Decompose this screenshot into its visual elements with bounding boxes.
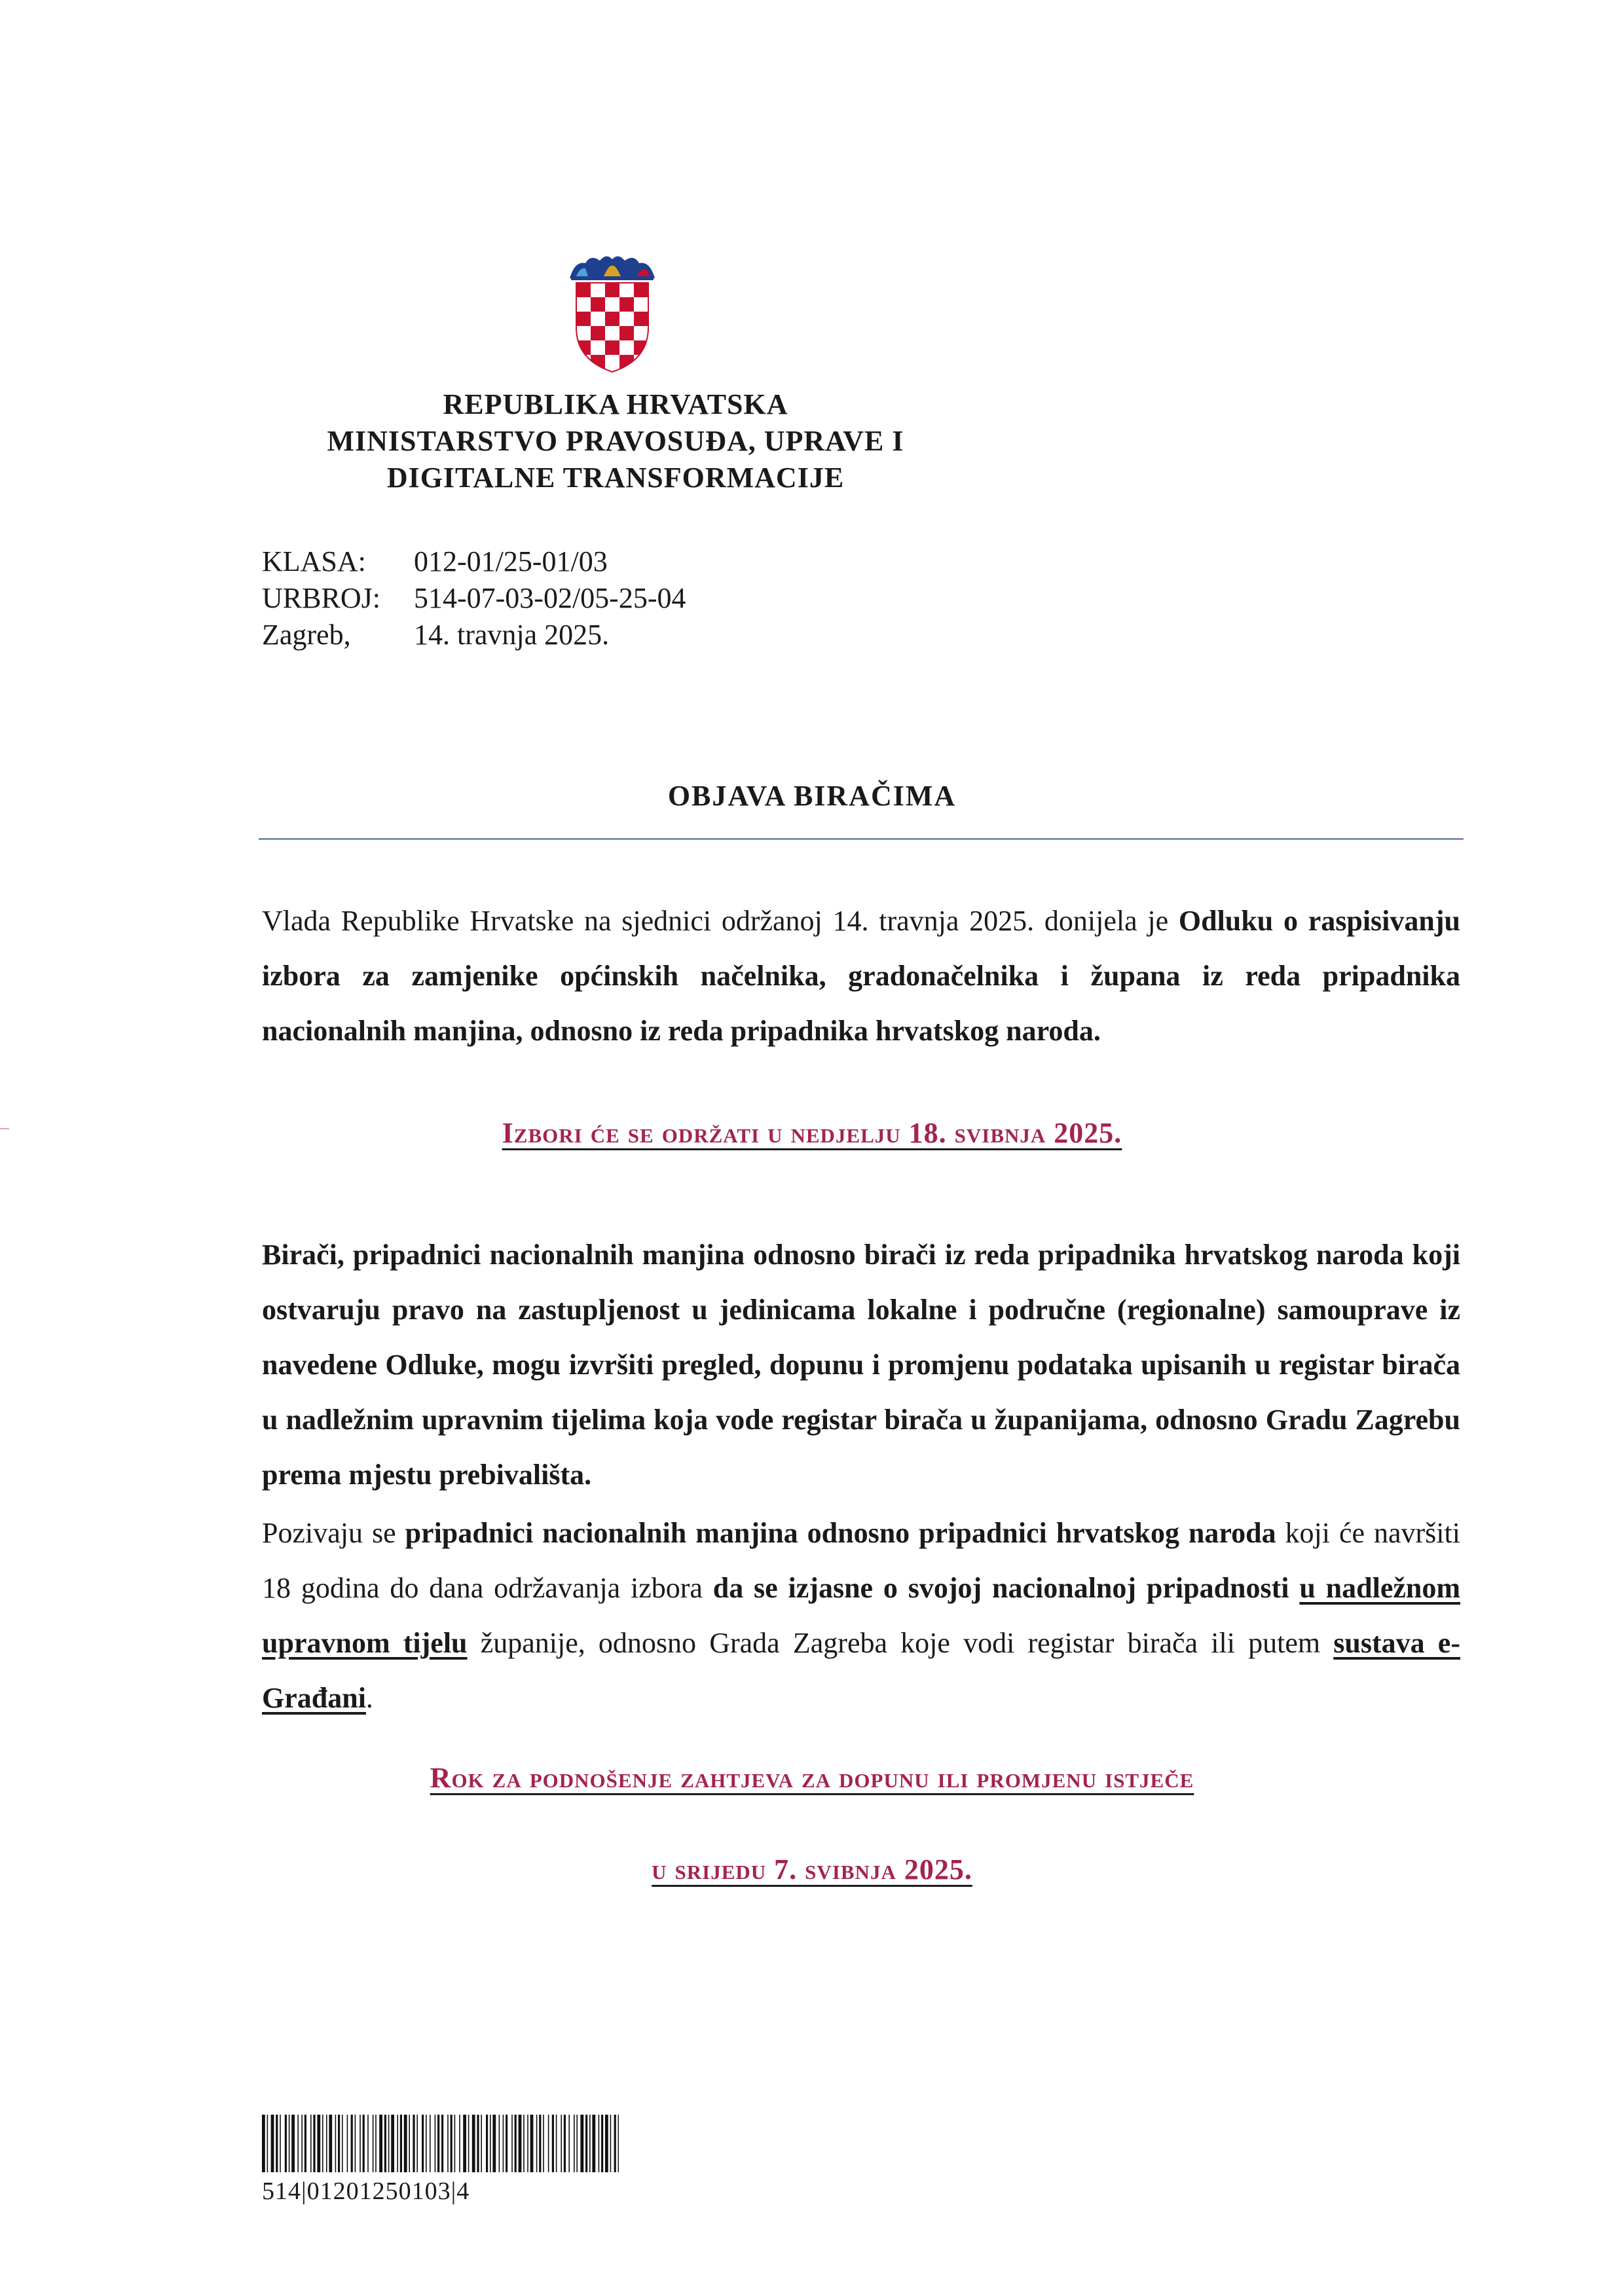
inv-text-3 — [1289, 1572, 1300, 1604]
inv-text-4: županije, odnosno Grada Zagreba koje vodi registar birača ili putem — [467, 1627, 1334, 1659]
title-divider — [259, 838, 1464, 840]
barcode-number: 514|01201250103|4 — [262, 2178, 470, 2205]
urbroj-label: URBROJ: — [262, 582, 380, 614]
paragraph-decision-lead: Vlada Republike Hrvatske na sjednici održanoj 14. travnja 2025. donijela je — [262, 905, 1179, 937]
inv-text-1: Pozivaju se — [262, 1517, 405, 1549]
date-value: 14. travnja 2025. — [414, 619, 610, 651]
urbroj-row — [262, 580, 686, 617]
klasa-label: KLASA: — [262, 545, 366, 577]
paragraph-voters — [262, 1228, 1460, 1503]
paragraph-invitation — [262, 1506, 1460, 1726]
notice-deadline-line-1 — [0, 1761, 1624, 1795]
barcode-icon — [262, 2115, 619, 2172]
klasa-row — [262, 543, 686, 580]
paragraph-decision-bold: Odluku o raspisivanju izbora za zamjenike općinskih načelnika, gradonačelnika i župana iz reda pripadnika nacionalnih manjina, odnosno iz reda pripadnika hrvatskog naroda. — [262, 905, 1460, 1047]
croatian-coat-of-arms-icon — [563, 249, 661, 373]
notice-election-text: Izbori će se održati u nedjelju 18. svibnja 2025. — [502, 1117, 1122, 1149]
paragraph-voters-text: Birači, pripadnici nacionalnih manjina odnosno birači iz reda pripadnika hrvatskog naroda koji ostvaruju pravo na zastupljenost u jedinicama lokalne i područne (regionalne) samouprave iz navedene Odluke, mogu izvršiti pregled, dopunu i promjenu podataka upisanih u registar birača u nadležnim upravnim tijelima koja vode registar birača u županijama, odnosno Gradu Zagrebu prema mjestu prebivališta. — [262, 1239, 1460, 1491]
notice-deadline-text-1: Rok za podnošenje zahtjeva za dopunu ili promjenu istječe — [430, 1762, 1194, 1794]
notice-deadline-line-2 — [0, 1853, 1624, 1886]
date-row — [262, 617, 686, 653]
document-title: OBJAVA BIRAČIMA — [667, 780, 957, 812]
issuer-header — [196, 386, 1035, 496]
notice-election-date — [0, 1116, 1624, 1150]
document-meta — [262, 543, 686, 653]
klasa-value: 012-01/25-01/03 — [414, 545, 608, 577]
place-label: Zagreb, — [262, 619, 351, 651]
paragraph-decision — [262, 894, 1460, 1059]
inv-bold-1: pripadnici nacionalnih manjina odnosno pripadnici hrvatskog naroda — [405, 1517, 1276, 1549]
e-gradani-link[interactable]: sustava e-Građani — [262, 1627, 1460, 1714]
urbroj-value: 514-07-03-02/05-25-04 — [414, 582, 686, 614]
header-line-3: DIGITALNE TRANSFORMACIJE — [386, 462, 845, 494]
inv-text-2: koji će navršiti 18 godina do dana održavanja izbora — [262, 1517, 1460, 1604]
notice-deadline-text-2: u srijedu 7. svibnja 2025. — [652, 1853, 972, 1886]
header-line-2: MINISTARSTVO PRAVOSUĐA, UPRAVE I — [327, 425, 904, 457]
inv-bold-2: da se izjasne o svojoj nacionalnoj pripadnosti — [712, 1572, 1289, 1604]
inv-bold-underline-1: u nadležnom upravnom tijelu — [262, 1572, 1461, 1659]
header-line-1: REPUBLIKA HRVATSKA — [443, 388, 788, 420]
inv-text-5: . — [365, 1682, 373, 1714]
